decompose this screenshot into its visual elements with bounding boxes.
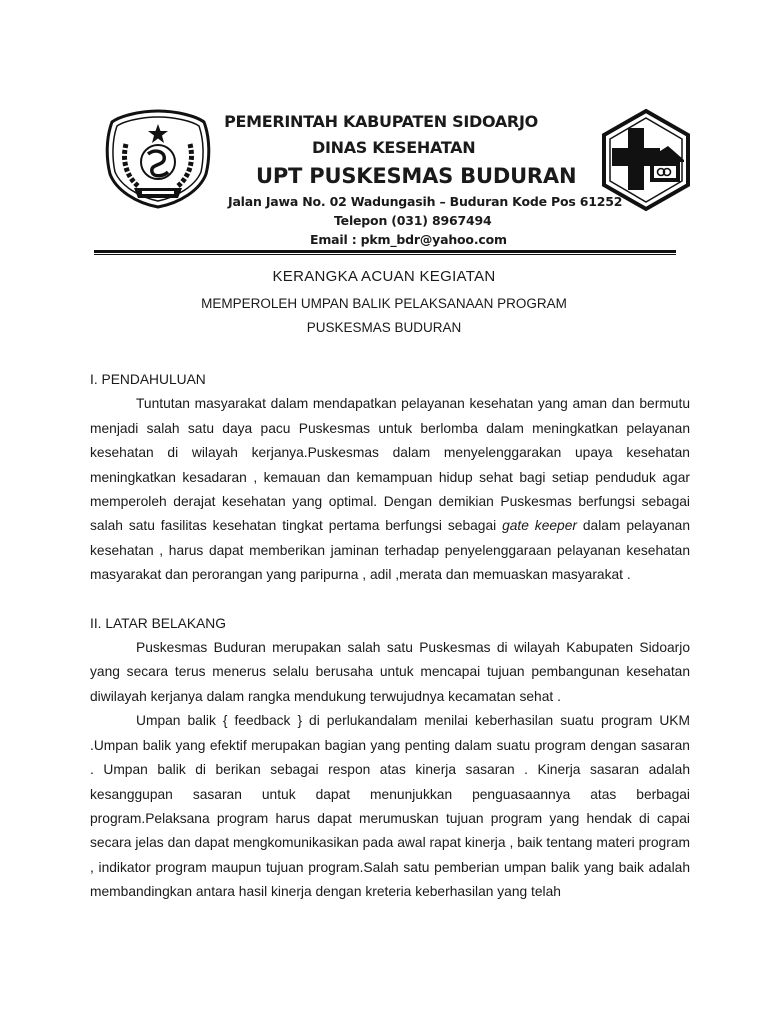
document-subtitle-institution: PUSKESMAS BUDURAN: [306, 320, 462, 335]
phone-line: Telepon (031) 8967494: [334, 213, 492, 228]
paragraph-text: Tuntutan masyarakat dalam mendapatkan pelayanan kesehatan yang aman dan bermutu menjadi salah satu daya pacu Puskesmas untuk berlomba dalam meningkatkan pelayanan kesehatan di wilayah kerjanya.Puskesmas dalam menyelenggarakan upaya kesehatan meningkatkan kesadaran , kemauan dan kemampuan hidup sehat bagi setiap penduduk agar memperoleh derajat kesehatan yang optimal. Dengan demikian Puskesmas berfungsi sebagai salah satu fasilitas kesehatan tingkat pertama berfungsi sebagai: [90, 396, 690, 534]
document-subtitle: MEMPEROLEH UMPAN BALIK PELAKSANAAN PROGRAM: [201, 296, 567, 311]
paragraph-latar-belakang-2: Umpan balik { feedback } di perlukandalam menilai keberhasilan suatu program UKM .Umpan balik yang efektif merupakan bagian yang penting dalam suatu program dengan sasaran . Umpan balik di berikan sebagai respon atas kinerja sasaran . Kinerja sasaran adalah kesanggupan sasaran untuk dapat menunjukkan penguasaannya atas berbagai program.Pelaksana program harus dapat merumuskan tujuan program yang hendak di capai secara jelas dan dapat mengkomunikasikan pada awal rapat kinerja , baik tentang materi program , indikator program maupun tujuan program.Salah satu pemberian umpan balik yang baik adalah membandingkan antara hasil kinerja dengan kreteria keberhasilan yang telah: [90, 713, 690, 900]
letterhead-divider-thick: [94, 250, 676, 253]
address-line: Jalan Jawa No. 02 Wadungasih – Buduran Kode Pos 61252: [228, 194, 623, 209]
section-spacer: [90, 588, 690, 612]
institution-name: UPT PUSKESMAS BUDURAN: [256, 164, 577, 188]
sidoarjo-seal-icon: [104, 108, 212, 210]
email-line: Email : pkm_bdr@yahoo.com: [310, 232, 507, 247]
agency-name: DINAS KESEHATAN: [312, 138, 476, 157]
paragraph-latar-belakang-1: Puskesmas Buduran merupakan salah satu Puskesmas di wilayah Kabupaten Sidoarjo yang secara terus menerus selalu berusaha untuk mencapai tujuan pembangunan kesehatan diwilayah kerjanya dalam rangka mendukung terwujudnya kecamatan sehat .: [90, 640, 690, 704]
italic-term: gate keeper: [502, 518, 577, 534]
document-title: KERANGKA ACUAN KEGIATAN: [272, 268, 496, 285]
letterhead: [0, 0, 768, 262]
government-name: PEMERINTAH KABUPATEN SIDOARJO: [224, 112, 538, 131]
paragraph-pendahuluan: [90, 392, 690, 587]
paragraph-text-continued: dalam pelayanan kesehatan , harus dapat memberikan jaminan terhadap penyelenggaraan pelayanan kesehatan masyarakat dan perorangan yang paripurna , adil ,merata dan memuaskan masyarakat .: [90, 518, 690, 583]
section-heading-latar-belakang: II. LATAR BELAKANG: [90, 615, 226, 631]
puskesmas-logo-icon: [598, 108, 694, 212]
section-heading-pendahuluan: I. PENDAHULUAN: [90, 372, 206, 387]
letterhead-divider-thin: [94, 254, 676, 255]
document-body: [90, 368, 690, 905]
